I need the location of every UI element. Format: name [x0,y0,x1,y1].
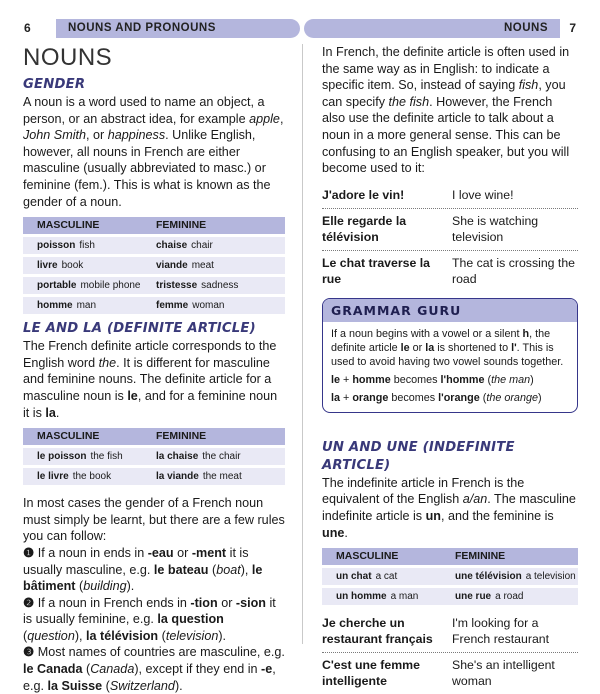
phrase-row [322,611,578,653]
gender-heading: GENDER [23,77,86,92]
text-run: , and the feminine is [441,508,554,523]
text-run: , [279,111,284,126]
french-word: chaise [156,240,188,252]
english-word: a cat [375,571,398,583]
text-run: , or [86,128,108,143]
text-run: ), [74,628,87,643]
french-word: une télévision [455,571,522,583]
french-word: homme [37,300,73,312]
table-cell [23,297,154,314]
text-run: or [409,341,426,354]
text-run: le bâtiment [23,562,263,594]
english-translation: The cat is crossing the road [452,255,576,286]
text-run: the orange [486,391,538,404]
english-translation: She is watching television [452,213,539,244]
text-run: In French, the definite article is often used in the same way as in English: to indicate a specific item. So, instead of saying [322,45,570,93]
text-run: ( [208,562,217,577]
table-row [23,297,285,314]
grammar-guru-title: GRAMMAR GURU [323,299,577,322]
table-row [23,448,285,465]
text-run: l'orange [438,391,480,404]
french-word: la viande [156,471,199,483]
text-run: la [331,391,341,404]
phrase-row [322,209,578,251]
english-word: a man [390,591,419,603]
text-run: Switzerland [109,678,175,693]
text-run: , the definite article [331,327,551,354]
text-run: a/an [462,492,488,507]
french-word: le livre [37,471,69,483]
text-run: -sion [235,595,266,610]
french-phrase: J'adore le vin! [322,187,405,202]
english-word: a road [495,591,524,603]
text-run: ❶ [23,545,38,560]
text-run: If a noun in ends in [37,545,148,560]
table-row [23,237,285,254]
text-run: la [45,405,56,420]
table-cell [154,468,285,485]
text-run: fish [518,78,539,93]
french-phrase: Le chat traverse la rue [322,255,431,286]
table-row [23,468,285,485]
english-word: sadness [201,280,239,292]
table-row [23,257,285,274]
text-run: ( [479,391,487,404]
english-translation: I love wine! [452,187,514,202]
french-word: la chaise [156,451,199,463]
table-cell [154,448,285,465]
english-word: the meat [202,471,242,483]
text-run: un [425,508,441,523]
table-header [23,217,285,234]
text-run: ). [174,678,183,693]
definite-article-table [23,428,285,485]
text-run: The indefinite article in French is the equivalent of the English [322,475,525,507]
text-run: ). [126,579,135,594]
text-run: the fish [388,94,430,109]
text-run: le bateau [153,562,209,577]
english-word: a television [525,571,576,583]
text-run: Canada [90,662,135,677]
french-phrase: Je cherche un restaurant français [322,616,433,647]
text-run: -eau [147,545,174,560]
text-run: , you can specify [322,78,566,109]
text-run: ) [530,373,534,386]
column-header: FEMININE [156,430,207,443]
text-run: . Unlike English, however, all nouns in French are either masculine (usually abbreviated to masc.) or feminine (fem.). This is what is known as the gender of a noun. [23,128,271,209]
text-run: ( [82,662,91,677]
table-cell [154,237,285,254]
table-cell [23,277,154,294]
grammar-guru-box [322,298,578,413]
french-phrase: C'est une femme intelligente [322,658,420,689]
definite-usage-paragraph [322,44,578,177]
table-header [23,428,285,445]
text-run: ( [158,628,166,643]
text-run: happiness [107,128,166,143]
table-cell [322,588,453,605]
text-run: becomes [390,373,441,386]
english-word: mobile phone [80,280,141,292]
grammar-guru-example-1 [331,373,569,387]
text-run: becomes [388,391,439,404]
text-run: le [400,341,410,354]
column-divider [302,44,303,644]
table-cell [453,588,578,605]
definite-article-heading: LE AND LA (DEFINITE ARTICLE) [23,321,256,337]
english-word: fish [79,240,95,252]
text-run: ( [75,579,84,594]
english-word: woman [192,300,225,312]
text-run: . This is used to avoid having two vowel sounds together. [331,341,564,368]
text-run: . The masculine indefinite article is [322,492,576,523]
text-run: homme [352,373,391,386]
gender-rule-2 [23,595,285,645]
text-run: h [522,327,530,340]
table-cell [322,568,453,585]
text-run: ( [102,678,110,693]
french-word: viande [156,260,188,272]
page-title: NOUNS [23,44,113,71]
column-header: MASCULINE [37,430,100,443]
text-run: . However, the French also use the definite article to talk about a noun in a more general sense. This can be confusing to an English speaker, but you will become used to it: [322,94,570,176]
english-translation: She's an intelligent woman [452,658,555,689]
text-run: or [217,595,236,610]
gender-rule-3 [23,644,285,694]
text-run: la Suisse [47,678,103,693]
text-run: ). [218,628,227,643]
text-run: it is usually feminine, e.g. [23,595,276,627]
right-page-number: 7 [569,21,576,35]
indefinite-phrase-list [322,611,578,694]
column-header: MASCULINE [37,219,100,232]
text-run: ( [484,373,492,386]
table-header [322,548,578,565]
text-run: The French definite article corresponds to the English word [23,339,277,370]
table-cell [23,448,154,465]
french-word: une rue [455,591,492,603]
text-run: . [344,525,348,540]
table-cell [23,237,154,254]
left-column [23,44,285,694]
french-word: portable [37,280,77,292]
english-word: book [61,260,84,272]
table-cell [23,257,154,274]
right-column [322,44,578,694]
text-run: -ment [191,545,227,560]
text-run: question [27,628,75,643]
indefinite-article-table [322,548,578,605]
text-run: l' [511,341,517,354]
indefinite-article-paragraph [322,475,578,541]
left-section-label: NOUNS AND PRONOUNS [68,22,216,34]
french-phrase: Elle regarde la télévision [322,213,407,244]
text-run: . It is different for masculine and feminine nouns. The definite article for a masculine noun is [23,355,272,403]
text-run: building [83,579,127,594]
text-run: + [340,373,353,386]
gender-table [23,217,285,314]
text-run: the man [491,373,531,386]
definite-phrase-list [322,183,578,292]
english-translation: I'm looking for a French restaurant [452,616,550,647]
table-row [23,277,285,294]
grammar-guru-example-2 [331,391,569,405]
english-word: the chair [202,451,241,463]
english-word: the fish [90,451,123,463]
right-section-label: NOUNS [503,22,548,34]
table-cell [154,297,285,314]
column-header: FEMININE [156,219,207,232]
text-run: If a noun begins with a vowel or a silent [331,327,523,340]
text-run: ( [23,628,28,643]
text-run: la télévision [86,628,159,643]
text-run: ), except if they end in [134,662,262,677]
column-header: FEMININE [455,550,506,563]
spacer [322,413,578,435]
text-run: John Smith [23,128,86,143]
text-run: . [55,405,60,420]
indefinite-article-heading: UN AND UNE (INDEFINITE ARTICLE) [322,439,515,473]
gender-rules-intro: In most cases the gender of a French noun must simply be learnt, but there are a few rules you can follow: [23,496,285,544]
text-run: + [340,391,353,404]
text-run: , e.g. [23,662,276,693]
grammar-guru-body [323,322,577,412]
text-run: the [98,355,117,370]
table-row [322,588,578,605]
text-run: l'homme [440,373,485,386]
text-run: If a noun in French ends in [37,595,191,610]
text-run: it is usually masculine, e.g. [23,545,249,577]
table-cell [453,568,578,585]
french-word: un homme [336,591,387,603]
english-word: meat [191,260,214,272]
french-word: femme [156,300,189,312]
table-cell [154,277,285,294]
text-run: or [173,545,192,560]
text-run: le [127,388,138,403]
text-run: boat [216,562,241,577]
text-run: -tion [190,595,218,610]
text-run: orange [352,391,389,404]
left-page-number: 6 [24,21,31,35]
french-word: poisson [37,240,76,252]
phrase-row [322,183,578,209]
text-run: is shortened to [434,341,512,354]
english-word: chair [191,240,213,252]
text-run: A noun is a word used to name an object, a person, or an abstract idea, for example [23,95,265,126]
grammar-guru-text [331,327,569,369]
table-cell [23,468,154,485]
french-word: livre [37,260,58,272]
text-run: , and for a feminine noun it is [23,388,278,420]
text-run: ), [240,562,252,577]
english-word: man [76,300,97,312]
table-cell [154,257,285,274]
phrase-row [322,653,578,694]
text-run: apple [249,111,280,126]
text-run: television [165,628,219,643]
running-header [20,19,580,38]
text-run: le Canada [23,662,83,677]
french-word: un chat [336,571,372,583]
text-run: Most names of countries are masculine, e.g. [37,645,285,660]
definite-article-paragraph [23,338,285,421]
french-word: le poisson [37,451,87,463]
column-header: MASCULINE [336,550,399,563]
english-word: the book [72,471,112,483]
text-run: ❷ [23,595,38,610]
gender-rule-1 [23,545,285,595]
text-run: ) [537,391,542,404]
text-run: une [322,525,345,540]
text-run: la question [157,612,224,627]
french-word: tristesse [156,280,198,292]
gender-paragraph [23,94,285,210]
text-run: la [425,341,435,354]
table-row [322,568,578,585]
text-run: ❸ [23,645,38,660]
phrase-row [322,251,578,292]
text-run: -e [261,662,273,677]
text-run: le [331,373,341,386]
